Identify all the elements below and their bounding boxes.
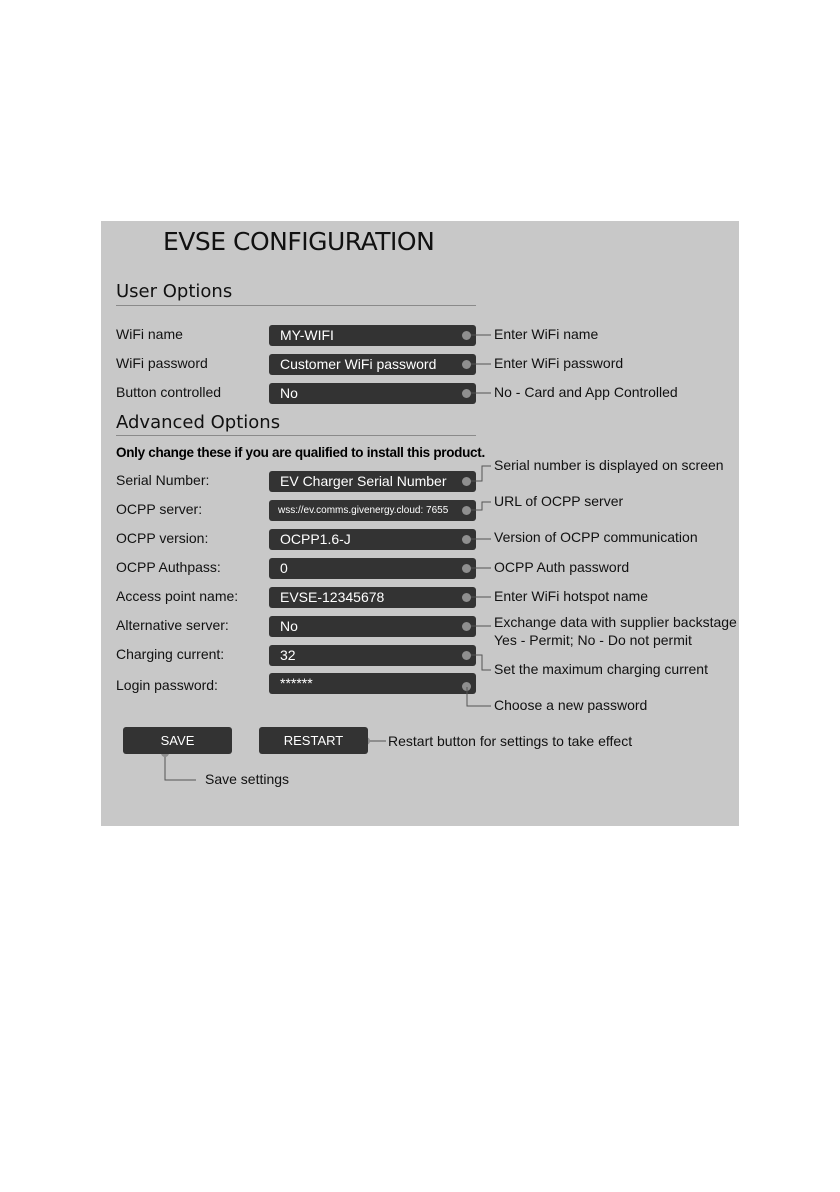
ocpp-version-label: OCPP version: — [116, 530, 209, 546]
alternative-server-desc: Exchange data with supplier backstage — [494, 614, 737, 630]
ocpp-version-desc: Version of OCPP communication — [494, 529, 698, 545]
charging-current-value: 32 — [280, 647, 296, 663]
login-password-value: ****** — [280, 675, 313, 691]
ocpp-server-label: OCPP server: — [116, 501, 203, 517]
serial-number-value: EV Charger Serial Number — [280, 473, 447, 489]
login-password-desc: Choose a new password — [494, 697, 648, 713]
restart-desc: Restart button for settings to take effect — [388, 733, 633, 749]
alternative-server-value: No — [280, 618, 298, 634]
user-options-heading: User Options — [116, 281, 233, 302]
wifi-name-desc: Enter WiFi name — [494, 326, 599, 342]
ocpp-server-value: wss://ev.comms.givenergy.cloud: 7655 — [278, 505, 449, 516]
save-desc: Save settings — [205, 771, 290, 787]
button-controlled-desc: No - Card and App Controlled — [494, 384, 678, 400]
alternative-server-label: Alternative server: — [116, 617, 229, 633]
serial-number-label: Serial Number: — [116, 472, 210, 488]
advanced-options-heading: Advanced Options — [116, 412, 281, 433]
ocpp-authpass-label: OCPP Authpass: — [116, 559, 221, 575]
restart-button[interactable]: RESTART — [259, 727, 368, 754]
ocpp-version-value: OCPP1.6-J — [280, 531, 351, 547]
ocpp-authpass-value: 0 — [280, 560, 288, 576]
alternative-server-desc-2: Yes - Permit; No - Do not permit — [494, 632, 692, 648]
access-point-name-desc: Enter WiFi hotspot name — [494, 588, 649, 604]
button-controlled-value: No — [280, 385, 298, 401]
login-password-label: Login password: — [116, 677, 218, 693]
serial-number-desc: Serial number is displayed on screen — [494, 457, 724, 473]
wifi-name-value: MY-WIFI — [280, 327, 334, 343]
ocpp-server-desc: URL of OCPP server — [494, 493, 624, 509]
charging-current-label: Charging current: — [116, 646, 225, 662]
warning-text: Only change these if you are qualified to install this product. — [116, 445, 485, 460]
save-button[interactable]: SAVE — [123, 727, 232, 754]
wifi-name-label: WiFi name — [116, 326, 183, 342]
wifi-password-desc: Enter WiFi password — [494, 355, 624, 371]
access-point-name-label: Access point name: — [116, 588, 239, 604]
wifi-password-value: Customer WiFi password — [280, 356, 437, 372]
charging-current-desc: Set the maximum charging current — [494, 661, 708, 677]
ocpp-authpass-desc: OCPP Auth password — [494, 559, 630, 575]
access-point-name-value: EVSE-12345678 — [280, 589, 385, 605]
button-controlled-label: Button controlled — [116, 384, 222, 400]
evse-config-panel — [101, 221, 739, 826]
page-title: EVSE CONFIGURATION — [163, 227, 435, 256]
wifi-password-label: WiFi password — [116, 355, 208, 371]
